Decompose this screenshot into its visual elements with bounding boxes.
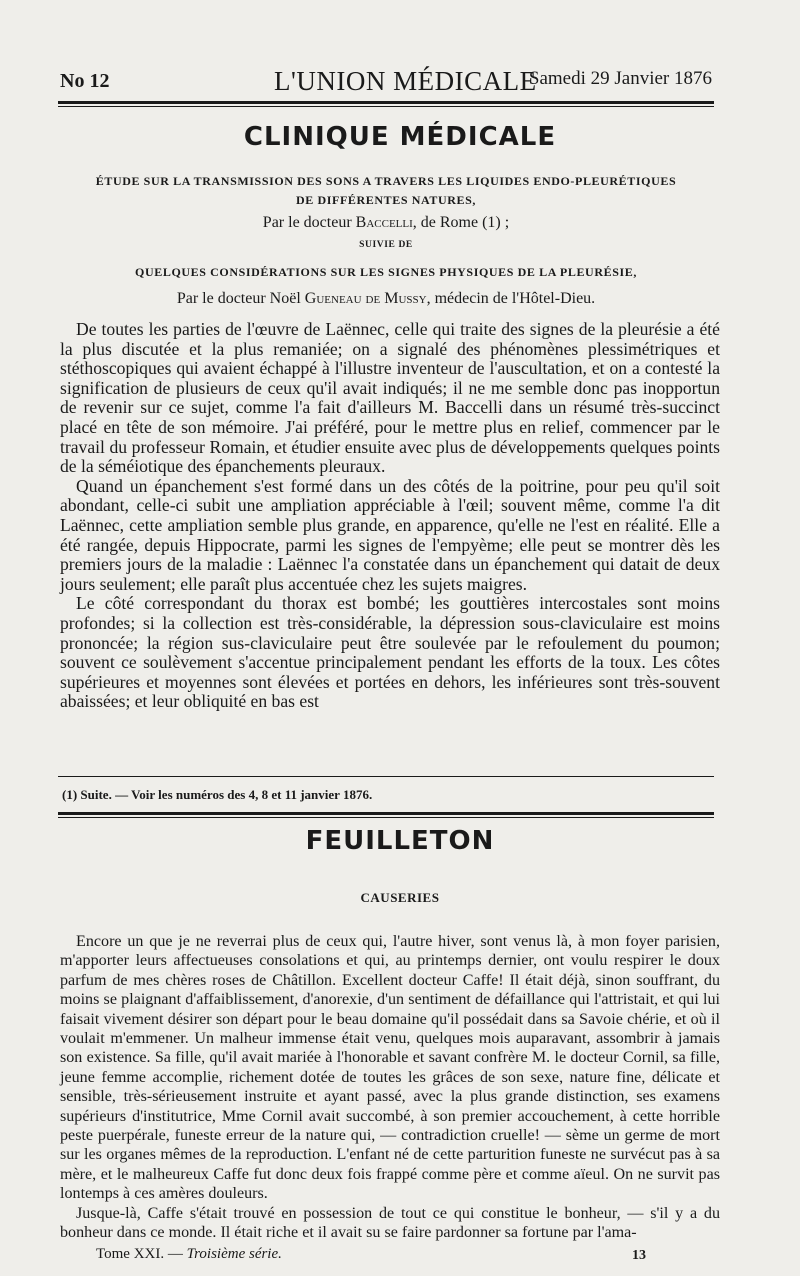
- page-header: [60, 62, 712, 98]
- feuilleton-paragraph: Jusque-là, Caffe s'était trouvé en possession de tout ce qui constitue le bonheur, — s'il y a du bonheur dans ce monde. Il était riche et il avait su se faire pardonner sa fortune par l'ama-: [60, 1204, 720, 1242]
- footer-volume: [96, 1246, 282, 1263]
- article-paragraph: Le côté correspondant du thorax est bombé; les gouttières intercostales sont moins profondes; si la collection est très-considérable, la dépression sous-claviculaire est moins prononcée; la région sus-claviculaire peut être soulevée par le refoulement du poumon; souvent ce soulèvement s'accentue principalement pendant les efforts de la toux. Les côtes supérieures et moyennes sont élevées et portées en dehors, les inférieures sont très-souvent abaissées; et leur obliquité en bas est: [60, 593, 720, 712]
- footer-volume-text: Tome XXI. —: [96, 1246, 183, 1262]
- feuilleton-rule-thin: [58, 817, 714, 818]
- author2-suffix: , médecin de l'Hôtel-Dieu.: [426, 290, 596, 307]
- section-title-clinique: CLINIQUE MÉDICALE: [243, 122, 557, 152]
- header-rule: [58, 101, 714, 104]
- author-line-2: [58, 290, 714, 308]
- study-title-line-1: ÉTUDE SUR LA TRANSMISSION DES SONS A TRAVERS LES LIQUIDES ENDO-PLEURÉTIQUES: [95, 174, 677, 188]
- footnote: (1) Suite. — Voir les numéros des 4, 8 et 11 janvier 1876.: [62, 787, 373, 802]
- header-rule-thin: [58, 106, 714, 107]
- page-number: 13: [632, 1248, 646, 1263]
- article-paragraph: Quand un épanchement s'est formé dans un des côtés de la poitrine, pour peu qu'il soit abondant, celle-ci subit une ampliation appréciable à l'œil; souvent même, comme l'a dit Laënnec, cette ampliation semble plus grande, en apparence, qu'elle ne l'est en réalité. Elle a été rangée, depuis Hippocrate, parmi les signes de l'empyème; elle peut se montrer dès les premiers jours de la maladie : Laënnec l'a constatée dans un épanchement qui datait de deux jours seulement; elle paraît plus accentuée chez les sujets maigres.: [60, 475, 720, 594]
- author2-name: Gueneau de Mussy: [304, 290, 427, 307]
- author1-prefix: Par le docteur: [262, 214, 352, 231]
- study-title-line-2: DE DIFFÉRENTES NATURES,: [296, 193, 476, 207]
- author-line-1: [58, 214, 714, 232]
- issue-number: No 12: [60, 70, 110, 92]
- article-body: [60, 320, 720, 712]
- author1-suffix: , de Rome (1) ;: [412, 214, 510, 231]
- author2-prefix: Par le docteur Noël: [176, 290, 301, 307]
- issue-date: Samedi 29 Janvier 1876: [528, 68, 712, 89]
- article-paragraph: De toutes les parties de l'œuvre de Laënnec, celle qui traite des signes de la pleurésie a été la plus discutée et la plus remaniée; on a signalé des phénomènes plessimétriques et stéthoscopiques qui avaient échappé à l'illustre inventeur de l'auscultation, et on a contesté la signification de plusieurs de ceux qu'il avait indiqués; il ne me semble donc pas inopportun de revenir sur ce sujet, comme l'a fait d'ailleurs M. Baccelli dans un résumé très-succinct placé en tête de son mémoire. J'ai préféré, pour le mettre plus en relief, commencer par le travail du professeur Romain, et étudier ensuite avec plus de développements quelques points de la séméiotique des épanchements pleuraux.: [60, 319, 720, 477]
- feuilleton-subtitle: CAUSERIES: [360, 890, 440, 905]
- feuilleton-paragraph: Encore un que je ne reverrai plus de ceux qui, l'autre hiver, sont venus là, à mon foyer parisien, m'apporter leurs affectueuses consolations et qui, au printemps dernier, ont voulu respirer le doux parfum de mes chères roses de Châtillon. Excellent docteur Caffe! Il était déjà, sinon souffrant, du moins se plaignant d'affaiblissement, d'anorexie, d'un sentiment de défaillance qui l'attristait, et qui lui faisait vivement désirer son départ pour le beau domaine qu'il possédait dans sa Savoie chérie, et où il voulait m'emmener. Un malheur immense était venu, quelques mois auparavant, assombrir à jamais son existence. Sa fille, qu'il avait mariée à l'honorable et savant confrère M. le docteur Cornil, sa fille, jeune femme accomplie, richement dotée de toutes les grâces de son sexe, nature fine, délicate et sensible, très-sérieusement instruite et ayant passé, avec la plus grande distinction, ses examens supérieurs d'institutrice, Mme Cornil avait succombé, à son premier accouchement, à cette horrible peste puerpérale, funeste erreur de la nature qui, — contradiction cruelle! — sème un germe de mort sur les organes mêmes de la reproduction. L'enfant né de cette parturition funeste ne survécut pas à sa mère, et le malheureux Caffe fut donc deux fois frappé comme père et comme aïeul. On ne survit pas lontemps à ces amères douleurs.: [60, 933, 720, 1203]
- section-title-feuilleton: FEUILLETON: [305, 826, 495, 856]
- feuilleton-rule: [58, 812, 714, 815]
- considerations-title: QUELQUES CONSIDÉRATIONS SUR LES SIGNES PHYSIQUES DE LA PLEURÉSIE,: [135, 265, 637, 279]
- author1-name: Baccelli: [355, 214, 413, 231]
- footnote-rule: [58, 776, 714, 777]
- journal-title: L'UNION MÉDICALE: [274, 66, 537, 96]
- followed-by: SUIVIE DE: [359, 240, 413, 250]
- footer-series: Troisième série.: [186, 1246, 282, 1262]
- feuilleton-body: [60, 932, 720, 1243]
